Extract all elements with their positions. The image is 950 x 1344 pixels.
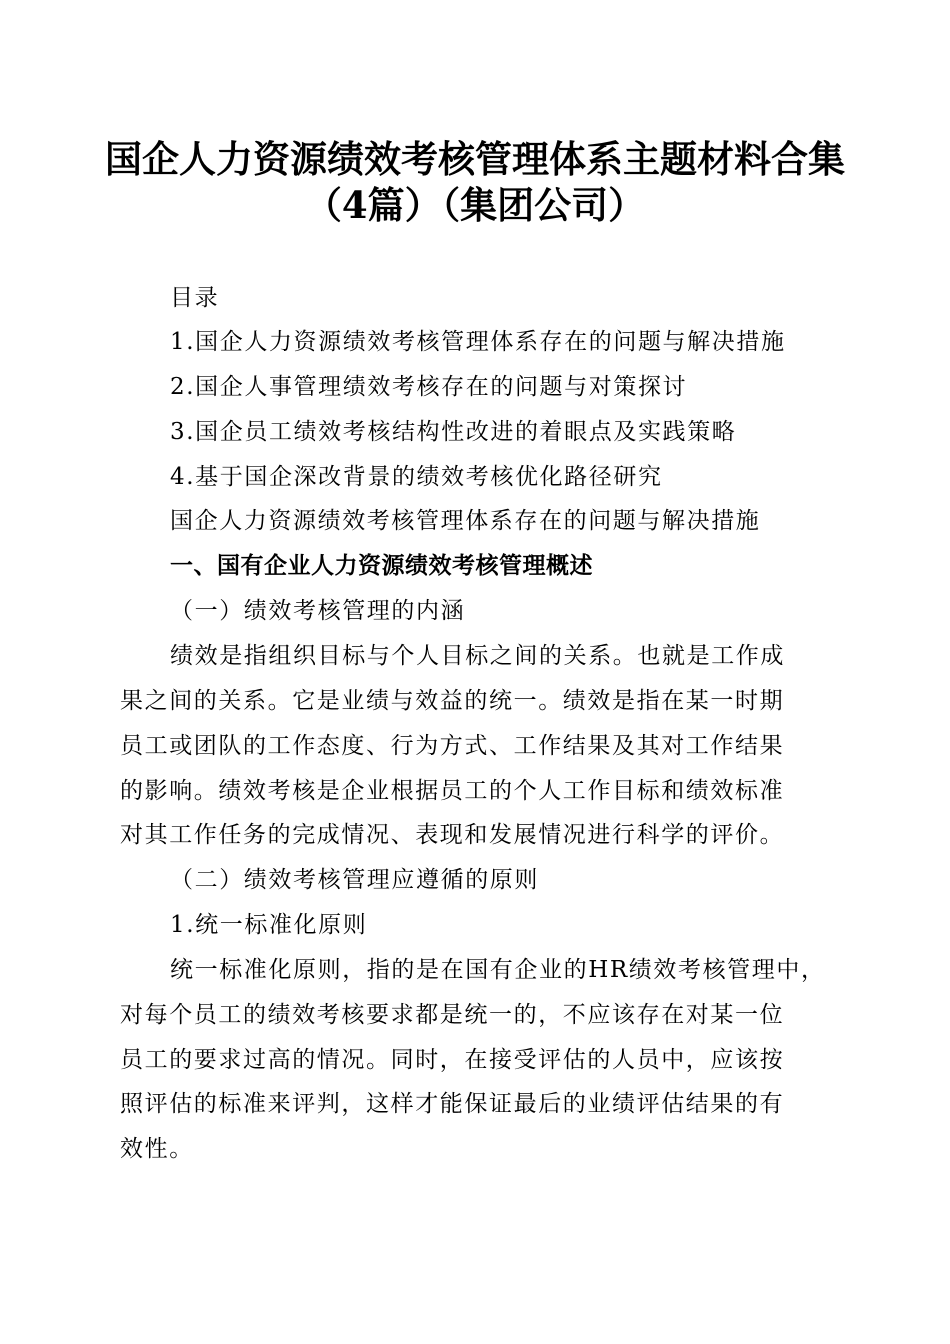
toc-heading: 目录 xyxy=(170,285,220,311)
paragraph-2-line-1: 统一标准化原则，指的是在国有企业的HR绩效考核管理中， xyxy=(170,957,826,983)
document-title-line-1: 国企人力资源绩效考核管理体系主题材料合集 xyxy=(105,137,845,181)
toc-item-3[interactable]: 3.国企员工绩效考核结构性改进的着眼点及实践策略 xyxy=(170,419,737,445)
paragraph-1-line-5: 对其工作任务的完成情况、表现和发展情况进行科学的评价。 xyxy=(120,822,785,848)
toc-item-2[interactable]: 2.国企人事管理绩效考核存在的问题与对策探讨 xyxy=(170,374,688,400)
paragraph-2-line-2: 对每个员工的绩效考核要求都是统一的，不应该存在对某一位 xyxy=(120,1002,785,1028)
paragraph-2-line-5: 效性。 xyxy=(120,1136,194,1162)
paragraph-2-line-4: 照评估的标准来评判，这样才能保证最后的业绩评估结果的有 xyxy=(120,1091,785,1117)
subsection-heading-1: （一）绩效考核管理的内涵 xyxy=(170,598,466,624)
paragraph-1-line-3: 员工或团队的工作态度、行为方式、工作结果及其对工作结果 xyxy=(120,733,785,759)
paragraph-1-line-4: 的影响。绩效考核是企业根据员工的个人工作目标和绩效标准 xyxy=(120,778,785,804)
subsection-heading-2: （二）绩效考核管理应遵循的原则 xyxy=(170,867,539,893)
toc-item-4[interactable]: 4.基于国企深改背景的绩效考核优化路径研究 xyxy=(170,464,663,490)
paragraph-1-line-1: 绩效是指组织目标与个人目标之间的关系。也就是工作成 xyxy=(170,643,785,669)
paragraph-2-line-3: 员工的要求过高的情况。同时，在接受评估的人员中，应该按 xyxy=(120,1047,785,1073)
paragraph-1-line-2: 果之间的关系。它是业绩与效益的统一。绩效是指在某一时期 xyxy=(120,688,785,714)
point-heading-1: 1.统一标准化原则 xyxy=(170,912,368,938)
toc-item-1[interactable]: 1.国企人力资源绩效考核管理体系存在的问题与解决措施 xyxy=(170,329,786,355)
article-title: 国企人力资源绩效考核管理体系存在的问题与解决措施 xyxy=(170,508,761,534)
document-title-line-2: （4篇）（集团公司） xyxy=(304,183,646,227)
section-heading-1: 一、国有企业人力资源绩效考核管理概述 xyxy=(170,553,593,579)
